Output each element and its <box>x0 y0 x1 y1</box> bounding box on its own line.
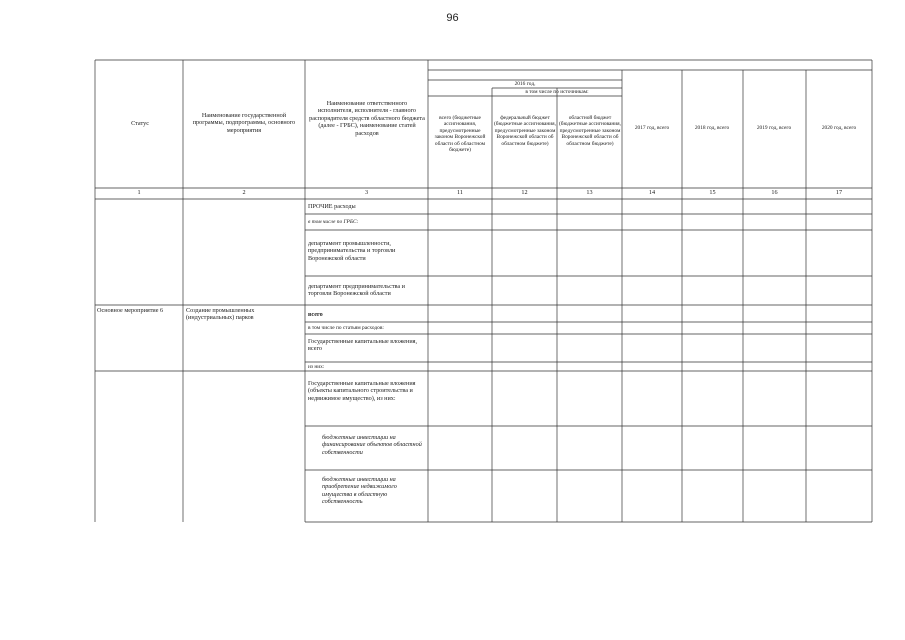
row-capital-investments-total: Государственные капитальные вложения, всего <box>308 338 418 353</box>
col-num-17: 17 <box>835 189 843 196</box>
header-2018: 2018 год, всего <box>694 125 730 131</box>
header-by-sources: в том числе по источникам: <box>525 89 589 95</box>
row-of-them: из них: <box>308 364 325 370</box>
col-num-16: 16 <box>771 189 778 196</box>
col-num-13: 13 <box>586 189 593 196</box>
header-executor: Наименование ответственного исполнителя, исполнителя - главного распорядителя средств областного бюджета (далее - ГРБС), наименование статей расходов <box>309 100 425 137</box>
page-number: 96 <box>446 12 459 24</box>
col-num-2: 2 <box>242 189 246 196</box>
header-status: Статус <box>131 120 149 127</box>
header-total-2016: всего (бюджетные ассигнования, предусмотренные законом Воронежской области об областном бюджете) <box>434 115 486 154</box>
header-2020: 2020 год, всего <box>821 125 857 131</box>
measure-name: Создание промышленных (индустриальных) парков <box>186 307 255 322</box>
col-num-1: 1 <box>137 189 141 196</box>
header-2017: 2017 год, всего <box>634 125 670 131</box>
header-year-2016: 2016 год, <box>514 81 536 87</box>
row-total: всего <box>308 311 323 318</box>
header-program-name: Наименование государственной программы, подпрограммы, основного мероприятия <box>192 112 296 134</box>
row-other-expenses: ПРОЧИЕ расходы <box>308 203 356 210</box>
row-dept-industry: департамент промышленности, предпринимательства и торговли Воронежской области <box>308 240 396 262</box>
col-num-15: 15 <box>709 189 716 196</box>
row-budget-investments-financing: бюджетные инвестиции на финансирование объектов областной собственности <box>322 434 422 456</box>
col-num-11: 11 <box>457 189 463 196</box>
col-num-12: 12 <box>521 189 528 196</box>
header-2019: 2019 год, всего <box>756 125 792 131</box>
row-by-grbs: в том числе по ГРБС: <box>308 219 359 225</box>
col-num-14: 14 <box>648 189 656 196</box>
col-num-3: 3 <box>364 189 369 196</box>
measure-status: Основное мероприятие 6 <box>97 307 164 314</box>
row-dept-entrepreneurship: департамент предпринимательства и торговли Воронежской области <box>308 283 405 298</box>
row-budget-investments-acquisition: бюджетные инвестиции на приобретение недвижимого имущества в областную собственность <box>322 476 397 506</box>
row-by-expense-items: в том числе по статьям расходов: <box>308 325 384 331</box>
header-federal: федеральный бюджет (бюджетные ассигнования, предусмотренные законом Воронежской области об областном бюджете) <box>494 115 556 147</box>
header-regional: областной бюджет (бюджетные ассигнования, предусмотренные законом Воронежской области об областном бюджете) <box>559 115 621 147</box>
row-capital-investments-objects: Государственные капитальные вложения (объекты капитального строительства и недвижимое имущество), из них: <box>308 380 416 402</box>
